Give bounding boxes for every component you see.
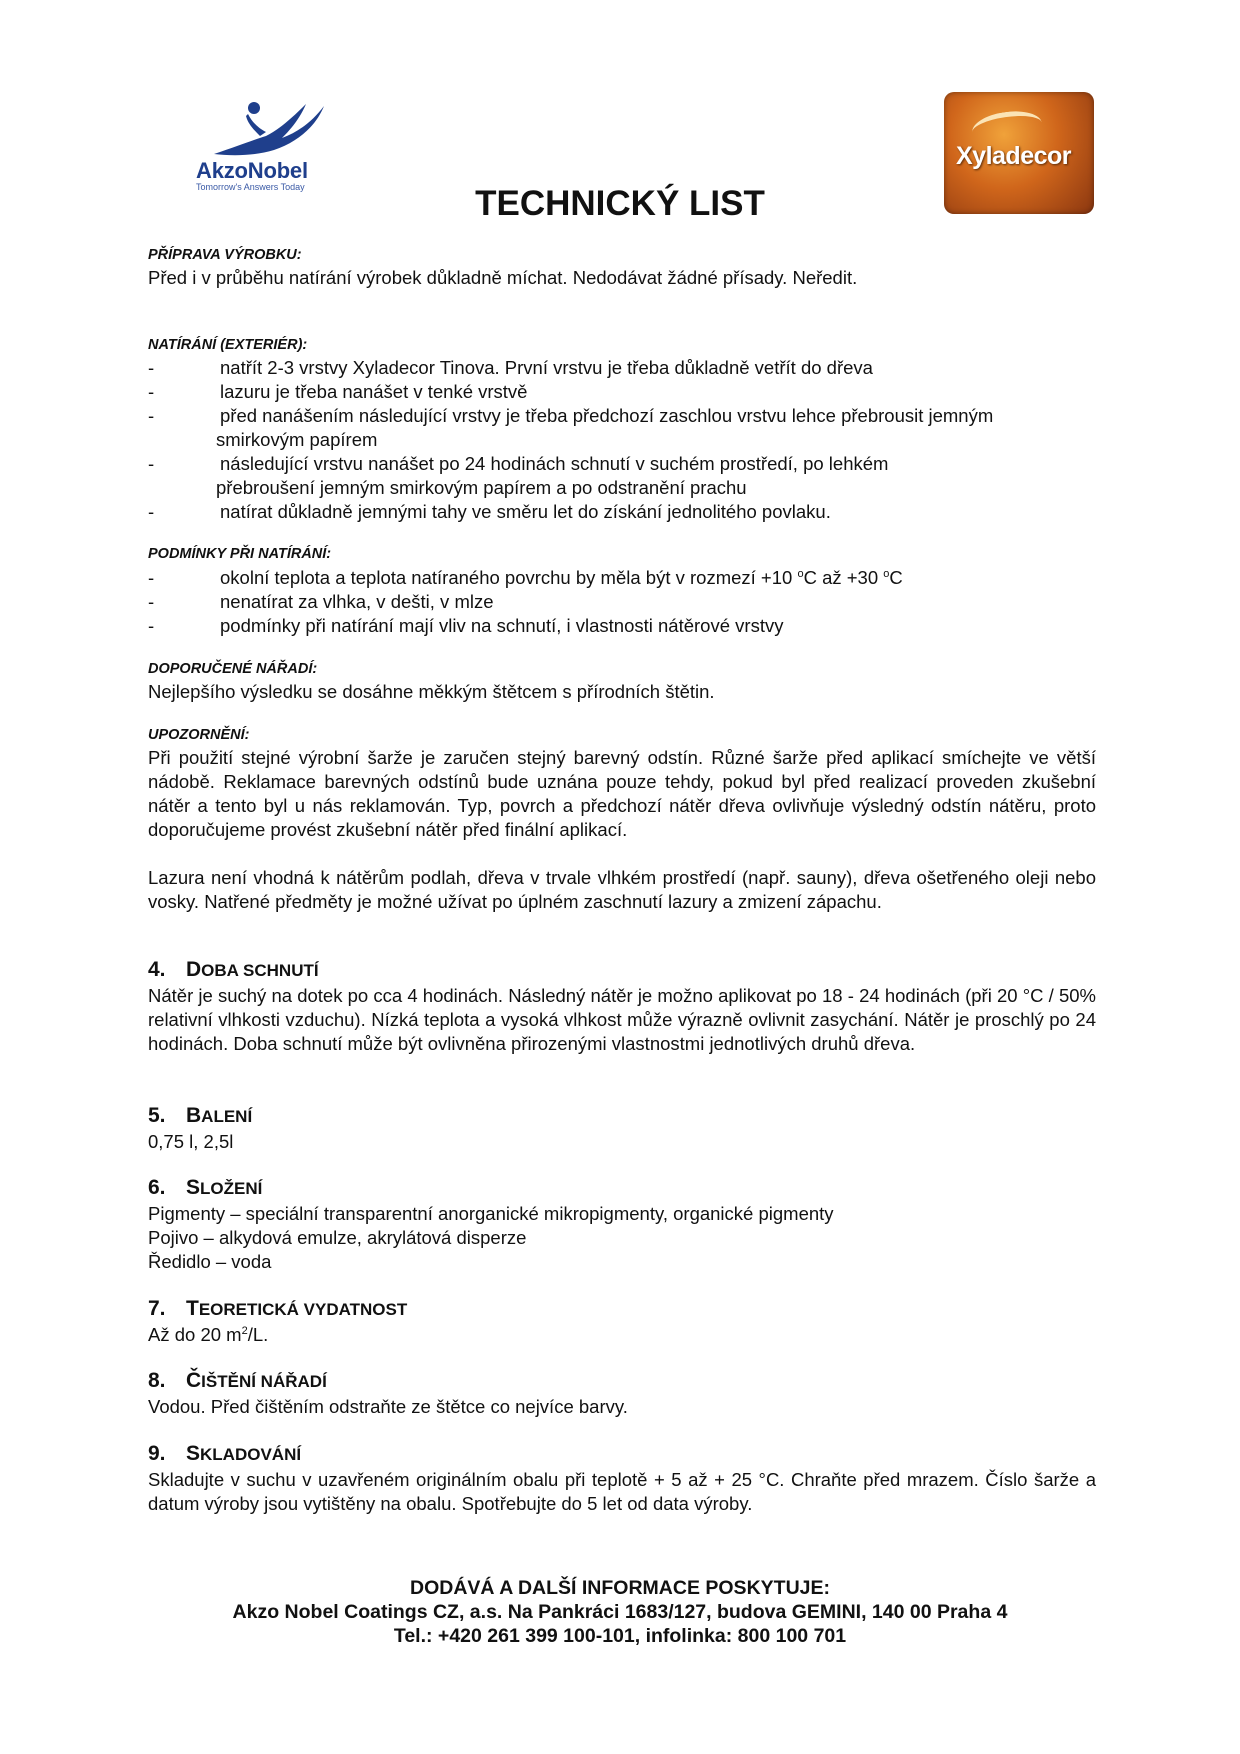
footer-line: Tel.: +420 261 399 100-101, infolinka: 800 100 701 xyxy=(393,1625,847,1647)
bullet-dash: - xyxy=(148,381,155,402)
bullet-dash: - xyxy=(148,591,155,612)
cisteni-text: Vodou. Před čištěním odstraňte ze štětce co nejvíce barvy. xyxy=(148,1396,628,1417)
slozeni-line: Pigmenty – speciální transparentní anorganické mikropigmenty, organické pigmenty xyxy=(148,1203,834,1224)
natirani-item-text: přebroušení jemným smirkovým papírem a po odstranění prachu xyxy=(216,477,747,498)
vydatnost-text: Až do 20 $m^2/L$. xyxy=(148,1324,269,1345)
section-heading-7: 7. TEORETICKÁ VYDATNOST xyxy=(148,1297,408,1320)
document-title: TECHNICKÝ LIST xyxy=(475,184,765,223)
podminky-item-text: okolní teplota a teplota natíraného povrchu by měla být v rozmezí +10 $^o$C až +30 $^o$C xyxy=(220,567,903,588)
akzonobel-name: AkzoNobel xyxy=(196,158,308,183)
natirani-item-text: natírat důkladně jemnými tahy ve směru let do získání jednolitého povlaku. xyxy=(220,501,831,522)
doba-schnuti-text: Nátěr je suchý na dotek po cca 4 hodinách. Následný nátěr je možno aplikovat po 18 - 24 hodinách (při 20 °C / 50% relativní vlhkosti vzduchu). Nízká teplota a vysoká vlhkost může výrazně ovlivnit zasychání. Nátěr je proschlý po 24 hodinách. Doba schnutí může být ovlivněna přirozenými vlastnostmi jednotlivých druhů dřeva. xyxy=(148,985,1096,1054)
akzonobel-tagline: Tomorrow's Answers Today xyxy=(196,182,305,192)
podminky-item-text: nenatírat za vlhka, v dešti, v mlze xyxy=(220,591,494,612)
footer-line: Akzo Nobel Coatings CZ, a.s. Na Pankráci 1683/127, budova GEMINI, 140 00 Praha 4 xyxy=(232,1601,1008,1623)
slozeni-line: Ředidlo – voda xyxy=(148,1251,272,1272)
natirani-item-text: natřít 2-3 vrstvy Xyladecor Tinova. První vrstvu je třeba důkladně vetřít do dřeva xyxy=(220,357,873,378)
bullet-dash: - xyxy=(148,501,155,522)
section-label-priprava: PŘÍPRAVA VÝROBKU: xyxy=(148,247,302,263)
section-label-natirani: NATÍRÁNÍ (EXTERIÉR): xyxy=(148,337,308,353)
slozeni-line: Pojivo – alkydová emulze, akrylátová disperze xyxy=(148,1227,527,1248)
akzonobel-figure-icon xyxy=(208,96,328,158)
akzonobel-logo xyxy=(178,96,320,196)
baleni-text: 0,75 l, 2,5l xyxy=(148,1131,234,1152)
section-label-naradi: DOPORUČENÉ NÁŘADÍ: xyxy=(148,661,318,677)
bullet-dash: - xyxy=(148,357,155,378)
skladovani-text: Skladujte v suchu v uzavřeném originálním obalu při teplotě + 5 až + 25 °C. Chraňte před mrazem. Číslo šarže a datum výroby jsou vytištěny na obalu. Spotřebujte do 5 let od data výroby. xyxy=(148,1469,1096,1514)
section-heading-8: 8. ČIŠTĚNÍ NÁŘADÍ xyxy=(148,1369,327,1392)
natirani-item-text: následující vrstvu nanášet po 24 hodinách schnutí v suchém prostředí, po lehkém xyxy=(220,453,889,474)
section-label-upozorneni: UPOZORNĚNÍ: xyxy=(148,727,250,743)
priprava-text: Před i v průběhu natírání výrobek důkladně míchat. Nedodávat žádné přísady. Neředit. xyxy=(148,267,858,288)
bullet-dash: - xyxy=(148,615,155,636)
naradi-text: Nejlepšího výsledku se dosáhne měkkým štětcem s přírodních štětin. xyxy=(148,681,715,702)
upozorneni-paragraph: Při použití stejné výrobní šarže je zaručen stejný barevný odstín. Různé šarže před aplikací smíchejte ve větší nádobě. Reklamace barevných odstínů bude uznána pouze tehdy, pokud byl před realizací proveden zkušební nátěr a tento byl u nás reklamován. Typ, povrch a předchozí nátěr dřeva ovlivňuje výsledný odstín nátěru, proto doporučujeme provést zkušební nátěr před finální aplikací. xyxy=(148,747,1096,840)
upozorneni-paragraph: Lazura není vhodná k nátěrům podlah, dřeva v trvale vlhkém prostředí (např. sauny), dřeva ošetřeného oleji nebo vosky. Natřené předměty je možné užívat po úplném zaschnutí lazury a zmizení zápachu. xyxy=(148,867,1096,912)
footer-line: DODÁVÁ A DALŠÍ INFORMACE POSKYTUJE: xyxy=(410,1577,830,1599)
section-heading-6: 6. SLOŽENÍ xyxy=(148,1176,263,1199)
bullet-dash: - xyxy=(148,453,155,474)
podminky-item-text: podmínky při natírání mají vliv na schnutí, i vlastnosti nátěrové vrstvy xyxy=(220,615,784,636)
bullet-dash: - xyxy=(148,405,155,426)
section-heading-5: 5. BALENÍ xyxy=(148,1104,253,1127)
natirani-item-text: před nanášením následující vrstvy je třeba předchozí zaschlou vrstvu lehce přebrousit jemným xyxy=(220,405,994,426)
bullet-dash: - xyxy=(148,567,155,588)
natirani-item-text: lazuru je třeba nanášet v tenké vrstvě xyxy=(220,381,528,402)
section-label-podminky: PODMÍNKY PŘI NATÍRÁNÍ: xyxy=(148,546,332,562)
section-heading-4: 4. DOBA SCHNUTÍ xyxy=(148,958,319,981)
section-heading-9: 9. SKLADOVÁNÍ xyxy=(148,1442,302,1465)
xyladecor-name: Xyladecor xyxy=(956,142,1072,170)
natirani-item-text: smirkovým papírem xyxy=(216,429,378,450)
